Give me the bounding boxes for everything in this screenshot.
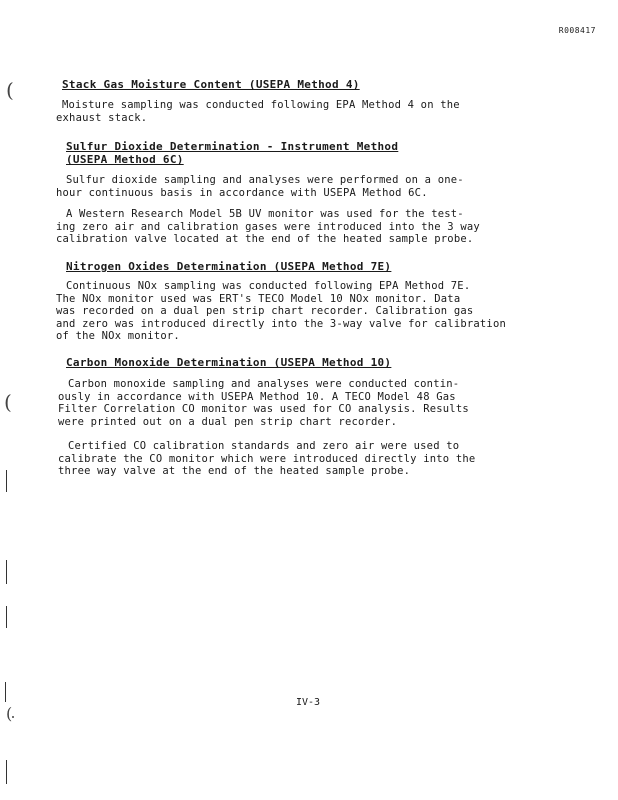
scan-artifact-mark xyxy=(6,760,7,784)
paragraph-line: of the NOx monitor. xyxy=(56,330,180,342)
paragraph-line: Filter Correlation CO monitor was used for CO analysis. Results xyxy=(58,403,469,415)
scan-artifact-mark xyxy=(6,606,7,628)
section-heading-sulfur-dioxide: Sulfur Dioxide Determination - Instrument Method xyxy=(66,140,399,153)
page-number: IV-3 xyxy=(296,697,321,708)
section-subheading-sulfur-dioxide: (USEPA Method 6C) xyxy=(66,153,184,166)
scan-artifact-dot xyxy=(12,716,14,718)
paragraph-line: and zero was introduced directly into the 3-way valve for calibration xyxy=(56,317,506,330)
scan-artifact-mark xyxy=(6,560,7,584)
section-heading-carbon-monoxide: Carbon Monoxide Determination (USEPA Method 10) xyxy=(66,356,392,369)
scan-artifact-bracket: ( xyxy=(6,78,14,102)
paragraph-line: hour continuous basis in accordance with USEPA Method 6C. xyxy=(56,186,428,199)
paragraph-line: Certified CO calibration standards and zero air were used to xyxy=(68,440,460,452)
paragraph-carbon-monoxide-2 xyxy=(58,440,475,478)
paragraph-line: calibration valve located at the end of the heated sample probe. xyxy=(56,233,474,245)
paragraph-line: A Western Research Model 5B UV monitor was used for the test- xyxy=(66,208,464,220)
document-id: R008417 xyxy=(558,26,596,35)
scan-artifact-bracket: ( xyxy=(4,390,12,414)
scan-artifact-bracket: ( xyxy=(6,704,13,723)
section-heading-moisture: Stack Gas Moisture Content (USEPA Method 4) xyxy=(62,78,360,91)
paragraph-line: The NOx monitor used was ERT's TECO Model 10 NOx monitor. Data xyxy=(56,292,461,305)
paragraph-nitrogen-oxides xyxy=(56,280,506,343)
paragraph-line: Moisture sampling was conducted following EPA Method 4 on the xyxy=(62,99,460,111)
scan-artifact-mark xyxy=(6,470,7,492)
paragraph-carbon-monoxide-1 xyxy=(58,378,469,428)
paragraph-sulfur-dioxide-1 xyxy=(56,174,464,199)
paragraph-moisture xyxy=(56,99,460,124)
paragraph-line: ing zero air and calibration gases were introduced into the 3 way xyxy=(56,220,480,233)
paragraph-sulfur-dioxide-2 xyxy=(56,208,480,246)
paragraph-line: three way valve at the end of the heated sample probe. xyxy=(58,465,411,477)
section-heading-nitrogen-oxides: Nitrogen Oxides Determination (USEPA Method 7E) xyxy=(66,260,392,273)
scan-artifact-mark xyxy=(5,682,6,702)
paragraph-line: Continuous NOx sampling was conducted following EPA Method 7E. xyxy=(66,280,471,292)
paragraph-line: exhaust stack. xyxy=(56,111,148,124)
paragraph-line: were printed out on a dual pen strip chart recorder. xyxy=(58,415,398,428)
paragraph-line: Sulfur dioxide sampling and analyses were performed on a one- xyxy=(66,174,464,186)
paragraph-line: calibrate the CO monitor which were introduced directly into the xyxy=(58,452,476,465)
paragraph-line: ously in accordance with USEPA Method 10. A TECO Model 48 Gas xyxy=(58,390,456,403)
paragraph-line: Carbon monoxide sampling and analyses were conducted contin- xyxy=(68,378,460,390)
paragraph-line: was recorded on a dual pen strip chart recorder. Calibration gas xyxy=(56,305,474,317)
